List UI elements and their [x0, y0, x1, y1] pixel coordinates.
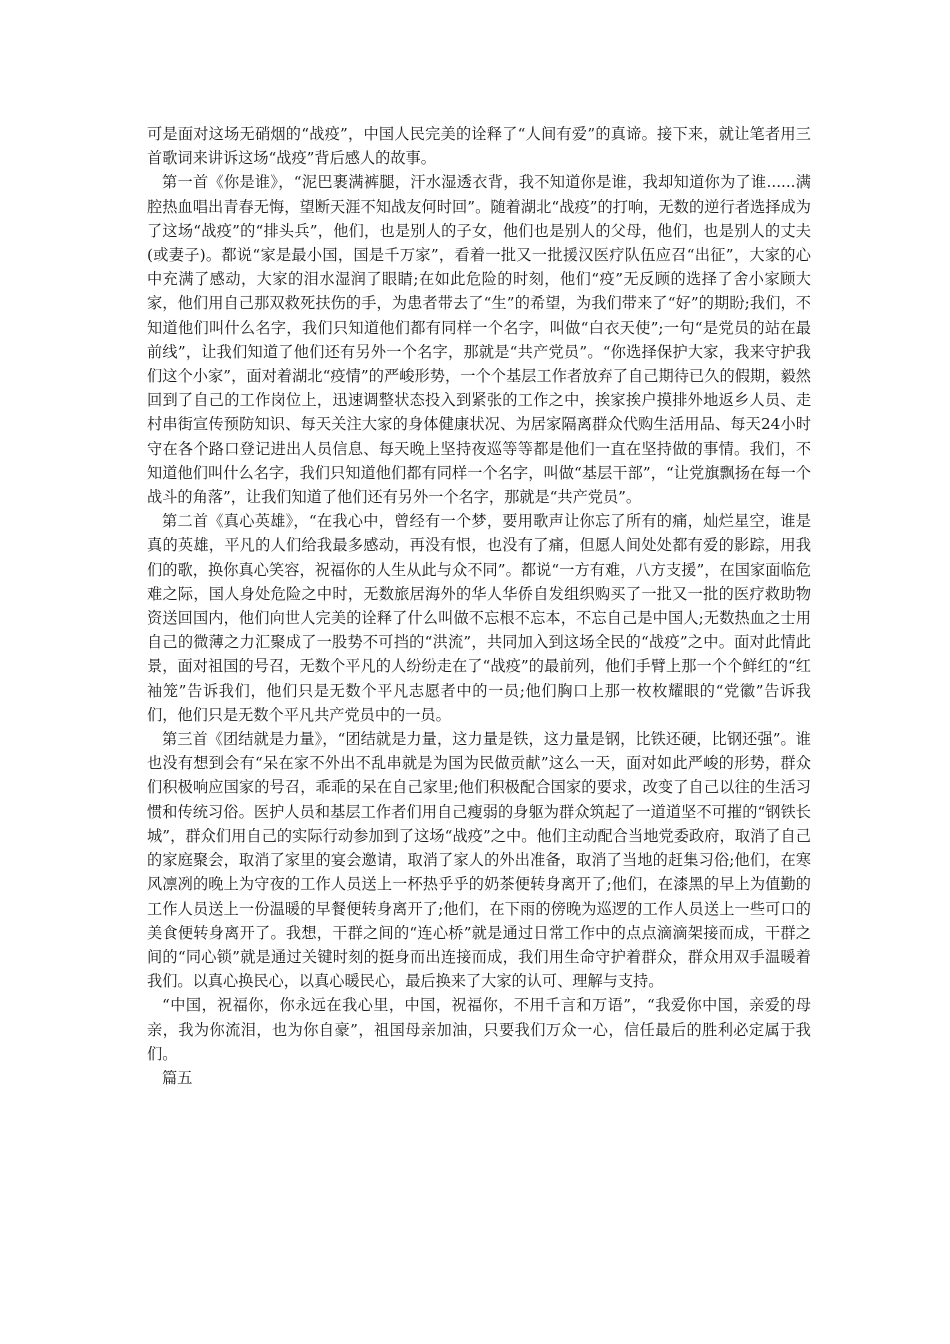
section-heading-part-five: 篇五 [162, 1068, 193, 1087]
paragraph-song-two: 第二首《真心英雄》，“在我心中，曾经有一个梦，要用歌声让你忘了所有的痛，灿烂星空，谁是真的英雄，平凡的人们给我最多感动，再没有恨，也没有了痛，但愿人间处处都有爱的影踪，用我们的歌，换你真心笑容，祝福你的人生从此与众不同”。都说“一方有难，八方支援”，在国家面临危难之际，国人身处危险之中时，无数旅居海外的华人华侨自发组织购买了一批又一批的医疗救助物资送回国内，他们向世人完美的诠释了什么叫做不忘根不忘本，不忘自己是中国人;无数热血之士用自己的微薄之力汇聚成了一股势不可挡的“洪流”，共同加入到这场全民的“战疫”之中。面对此情此景，面对祖国的号召，无数个平凡的人纷纷走在了“战疫”的最前列，他们手臂上那一个个鲜红的“红袖笼”告诉我们，他们只是无数个平凡志愿者中的一员;他们胸口上那一枚枚耀眼的“党徽”告诉我们，他们只是无数个平凡共产党员中的一员。 [147, 512, 811, 724]
paragraph-closing: “中国，祝福你，你永远在我心里，中国，祝福你，不用千言和万语”，“我爱你中国，亲爱的母亲，我为你流泪，也为你自豪”，祖国母亲加油，只要我们万众一心，信任最后的胜利必定属于我们。 [147, 996, 811, 1063]
document-body [147, 122, 811, 1090]
paragraph-song-one: 第一首《你是谁》，“泥巴裹满裤腿，汗水湿透衣背，我不知道你是谁，我却知道你为了谁......满腔热血唱出青春无悔，望断天涯不知战友何时回”。随着湖北“战疫”的打响，无数的逆行者选择成为了这场“战疫”的“排头兵”，他们，也是别人的子女，他们也是别人的父母，他们，也是别人的丈夫(或妻子)。都说“家是最小国，国是千万家”，看着一批又一批援汉医疗队伍应召“出征”，大家的心中充满了感动，大家的泪水湿润了眼睛;在如此危险的时刻，他们“疫”无反顾的选择了舍小家顾大家，他们用自己那双救死扶伤的手，为患者带去了“生”的希望，为我们带来了“好”的期盼;我们，不知道他们叫什么名字，我们只知道他们都有同样一个名字，叫做“白衣天使”;一句“是党员的站在最前线”，让我们知道了他们还有另外一个名字，那就是“共产党员”。“你选择保护大家，我来守护我们这个小家”，面对着湖北“疫情”的严峻形势，一个个基层工作者放弃了自己期待已久的假期，毅然回到了自己的工作岗位上，迅速调整状态投入到紧张的工作之中，挨家挨户摸排外地返乡人员、走村串街宣传预防知识、每天关注大家的身体健康状况、为居家隔离群众代购生活用品、每天24小时守在各个路口登记进出人员信息、每天晚上坚持夜巡等等都是他们一直在坚持做的事情。我们，不知道他们叫什么名字，我们只知道他们都有同样一个名字，叫做“基层干部”，“让党旗飘扬在每一个战斗的角落”，让我们知道了他们还有另外一个名字，那就是“共产党员”。 [147, 173, 811, 507]
paragraph-song-three: 第三首《团结就是力量》，“团结就是力量，这力量是铁，这力量是钢，比铁还硬，比钢还强”。谁也没有想到会有“呆在家不外出不乱串就是为国为民做贡献”这么一天，面对如此严峻的形势，群众们积极响应国家的号召，乖乖的呆在自己家里;他们积极配合国家的要求，改变了自己以往的生活习惯和传统习俗。医护人员和基层工作者们用自己瘦弱的身躯为群众筑起了一道道坚不可摧的“钢铁长城”，群众们用自己的实际行动参加到了这场“战疫”之中。他们主动配合当地党委政府，取消了自己的家庭聚会，取消了家里的宴会邀请，取消了家人的外出准备，取消了当地的赶集习俗;他们，在寒风凛冽的晚上为守夜的工作人员送上一杯热乎乎的奶茶便转身离开了;他们，在漆黑的早上为值勤的工作人员送上一份温暖的早餐便转身离开了;他们，在下雨的傍晚为巡逻的工作人员送上一些可口的美食便转身离开了。我想，干群之间的“连心桥”就是通过日常工作中的点点滴滴架接而成，干群之间的“同心锁”就是通过关键时刻的挺身而出连接而成，我们用生命守护着群众，群众用双手温暖着我们。以真心换民心，以真心暖民心，最后换来了大家的认可、理解与支持。 [147, 730, 811, 991]
paragraph-intro: 可是面对这场无硝烟的“战疫”，中国人民完美的诠释了“人间有爱”的真谛。接下来，就让笔者用三首歌词来讲诉这场“战疫”背后感人的故事。 [147, 125, 811, 168]
